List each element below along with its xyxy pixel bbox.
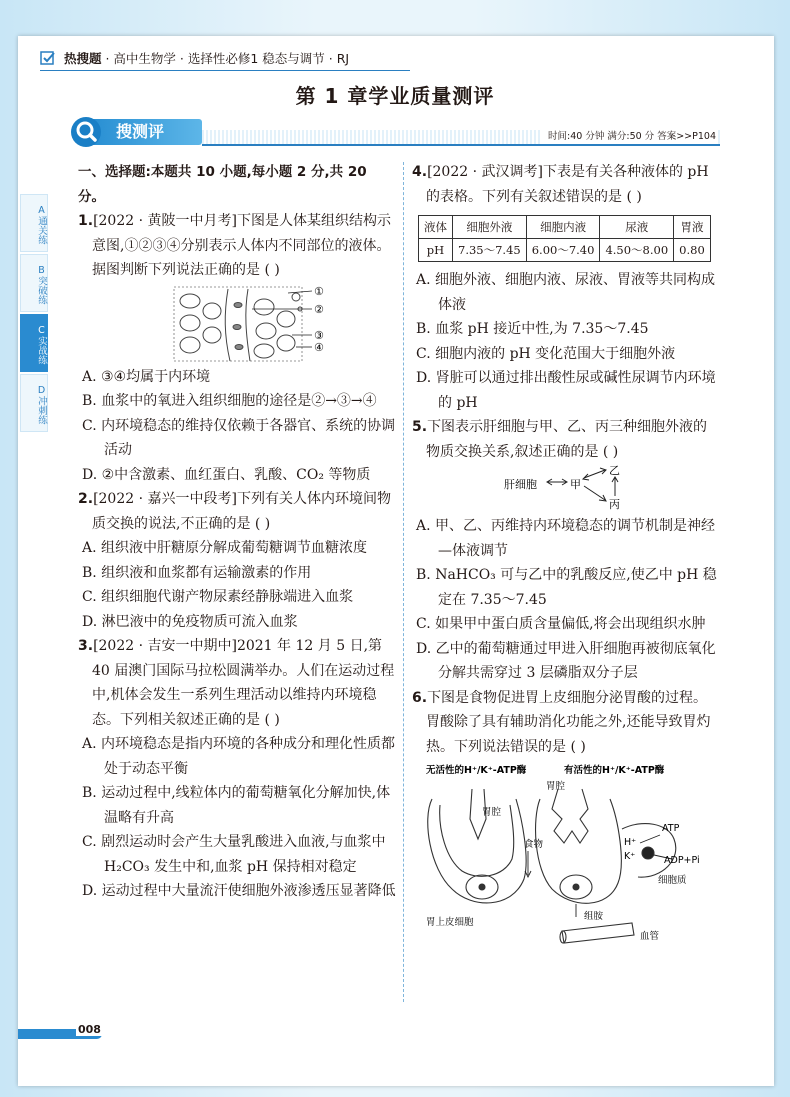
table-header-cell: 细胞内液 [526, 216, 600, 239]
side-tab-d[interactable]: D冲刺练 [20, 374, 48, 432]
side-tab-c[interactable]: C实战练 [20, 314, 48, 372]
option-c: C. 细胞内液的 pH 变化范围大于细胞外液 [416, 345, 676, 362]
liver-cell-label: 肝细胞 [504, 478, 537, 491]
fluid-a-label: 甲 [570, 478, 581, 491]
section-badge: 搜测评 [72, 119, 202, 145]
option-b: B. 运动过程中,线粒体内的葡萄糖氧化分解加快,体温略有升高 [82, 785, 391, 826]
question-number: 4. [412, 164, 428, 180]
option-a: A. 内环境稳态是指内环境的各种成分和理化性质都处于动态平衡 [82, 736, 396, 777]
option-a: A. 组织液中肝糖原分解成葡萄糖调节血糖浓度 [82, 540, 368, 556]
checklist-icon [40, 50, 56, 66]
question-number: 1. [78, 213, 94, 229]
k-ion-label: K⁺ [624, 851, 636, 862]
option-a: A. ③④均属于内环境 [82, 368, 211, 385]
fluid-b-label: 乙 [609, 464, 620, 477]
table-header-cell: 胃液 [674, 216, 711, 239]
tissue-figure [78, 283, 396, 365]
adp-label: ADP+Pi [664, 855, 700, 866]
table-cell: 4.50～8.00 [600, 239, 674, 262]
question-5 [412, 415, 717, 464]
gastric-figure [412, 759, 717, 944]
option-b: B. 组织液和血浆都有运输激素的作用 [82, 564, 312, 581]
option-c: C. 组织细胞代谢产物尿素经静脉端进入血浆 [82, 589, 354, 605]
epithelial-cell-label: 胃上皮细胞 [426, 917, 474, 928]
option-d: D. 肾脏可以通过排出酸性尿或碱性尿调节内环境的 pH [416, 370, 716, 411]
question-number: 3. [78, 638, 94, 654]
atp-label: ATP [662, 823, 680, 834]
option-c: C. 内环境稳态的维持仅依赖于各器官、系统的协调活动 [82, 417, 396, 458]
header-brand: 热搜题 [63, 51, 102, 66]
lumen-label-1: 胃腔 [482, 807, 502, 818]
fluid-c-label: 丙 [609, 498, 620, 511]
question-stem: 下图表示肝细胞与甲、乙、丙三种细胞外液的物质交换关系,叙述正确的是 ( ) [426, 419, 708, 460]
table-cell: 0.80 [674, 239, 711, 262]
question-3 [78, 634, 396, 732]
question-stem: 下图是食物促进胃上皮细胞分泌胃酸的过程。胃酸除了具有辅助消化功能之外,还能导致胃灼热。下列说法错误的是 ( ) [426, 689, 711, 755]
table-row [419, 239, 711, 262]
question-stem: [2022 · 黄陂一中月考]下图是人体某组织结构示意图,①②③④分别表示人体内不同部位的液体。据图判断下列说法正确的是 ( ) [92, 213, 391, 278]
inactive-enzyme-label: 无活性的H⁺/K⁺-ATP酶 [426, 765, 527, 776]
section-meta: 时间:40 分钟 满分:50 分 答案>>P104 [542, 130, 716, 144]
table-cell: pH [419, 239, 453, 262]
ph-table [418, 215, 711, 262]
option-b: B. 血浆 pH 接近中性,为 7.35～7.45 [416, 321, 649, 337]
header-subtitle: · 高中生物学 · 选择性必修1 稳态与调节 · RJ [105, 51, 350, 66]
figure-label-3: ③ [314, 328, 324, 342]
question-6 [412, 686, 717, 760]
figure-label-1: ① [314, 284, 324, 298]
question-stem: [2022 · 武汉调考]下表是有关各种液体的 pH 的表格。下列有关叙述错误的是 ( ) [426, 164, 709, 205]
exchange-figure [412, 464, 717, 514]
table-cell: 7.35～7.45 [453, 239, 527, 262]
figure-label-2: ② [314, 302, 324, 316]
question-number: 6. [412, 689, 428, 706]
question-stem: [2022 · 吉安一中期中]2021 年 12 月 5 日,第 40 届澳门国际马拉松圆满举办。人们在运动过程中,机体会发生一系列生理活动以维持内环境稳态。下列相关叙述正确的是 ( ) [92, 638, 395, 728]
option-d: D. 淋巴液中的免疫物质可流入血浆 [82, 613, 298, 630]
question-2 [78, 487, 396, 536]
option-b: B. 血浆中的氧进入组织细胞的途径是②→③→④ [82, 393, 377, 409]
option-d: D. ②中含激素、血红蛋白、乳酸、CO₂ 等物质 [82, 466, 371, 483]
question-4 [412, 160, 717, 209]
food-label: 食物 [524, 839, 544, 850]
question-number: 2. [78, 491, 94, 507]
option-c: C. 剧烈运动时会产生大量乳酸进入血液,与血浆中 H₂CO₃ 发生中和,血浆 pH 保持相对稳定 [82, 834, 386, 875]
histamine-label: 组胺 [584, 911, 604, 922]
magnifier-icon [70, 116, 102, 148]
section-instructions: 一、选择题:本题共 10 小题,每小题 2 分,共 20 分。 [78, 164, 367, 205]
option-a: A. 甲、乙、丙维持内环境稳态的调节机制是神经—体液调节 [416, 518, 716, 559]
table-header-cell: 尿液 [600, 216, 674, 239]
table-header-cell: 细胞外液 [453, 216, 527, 239]
side-tab-a[interactable]: A通关练 [20, 194, 48, 252]
right-column [412, 160, 717, 944]
question-number: 5. [412, 419, 428, 435]
table-header-cell: 液体 [419, 216, 453, 239]
page-footer [18, 1025, 102, 1039]
cytoplasm-label: 细胞质 [658, 875, 687, 886]
question-1 [78, 209, 396, 283]
option-d: D. 运动过程中大量流汗使细胞外液渗透压显著降低 [82, 883, 396, 899]
h-ion-label: H⁺ [624, 837, 637, 848]
table-cell: 6.00～7.40 [526, 239, 600, 262]
side-tab-b[interactable]: B突破练 [20, 254, 48, 312]
table-header-row [419, 216, 711, 239]
column-divider [403, 162, 404, 1002]
figure-label-4: ④ [314, 340, 324, 354]
option-c: C. 如果甲中蛋白质含量偏低,将会出现组织水肿 [416, 616, 706, 632]
left-column [78, 160, 396, 904]
section-bar [72, 119, 720, 147]
question-stem: [2022 · 嘉兴一中段考]下列有关人体内环境间物质交换的说法,不正确的是 ( ) [92, 491, 391, 532]
active-enzyme-label: 有活性的H⁺/K⁺-ATP酶 [564, 765, 665, 776]
running-header [40, 48, 410, 71]
option-d: D. 乙中的葡萄糖通过甲进入肝细胞再被彻底氧化分解共需穿过 3 层磷脂双分子层 [416, 640, 716, 681]
option-a: A. 细胞外液、细胞内液、尿液、胃液等共同构成体液 [416, 272, 716, 313]
vessel-label: 血管 [640, 931, 660, 942]
lumen-label-2: 胃腔 [546, 781, 566, 792]
page-number: 008 [78, 1023, 101, 1036]
page-title: 第 1 章学业质量测评 [295, 84, 495, 108]
option-b: B. NaHCO₃ 可与乙中的乳酸反应,使乙中 pH 稳定在 7.35～7.45 [416, 567, 717, 608]
